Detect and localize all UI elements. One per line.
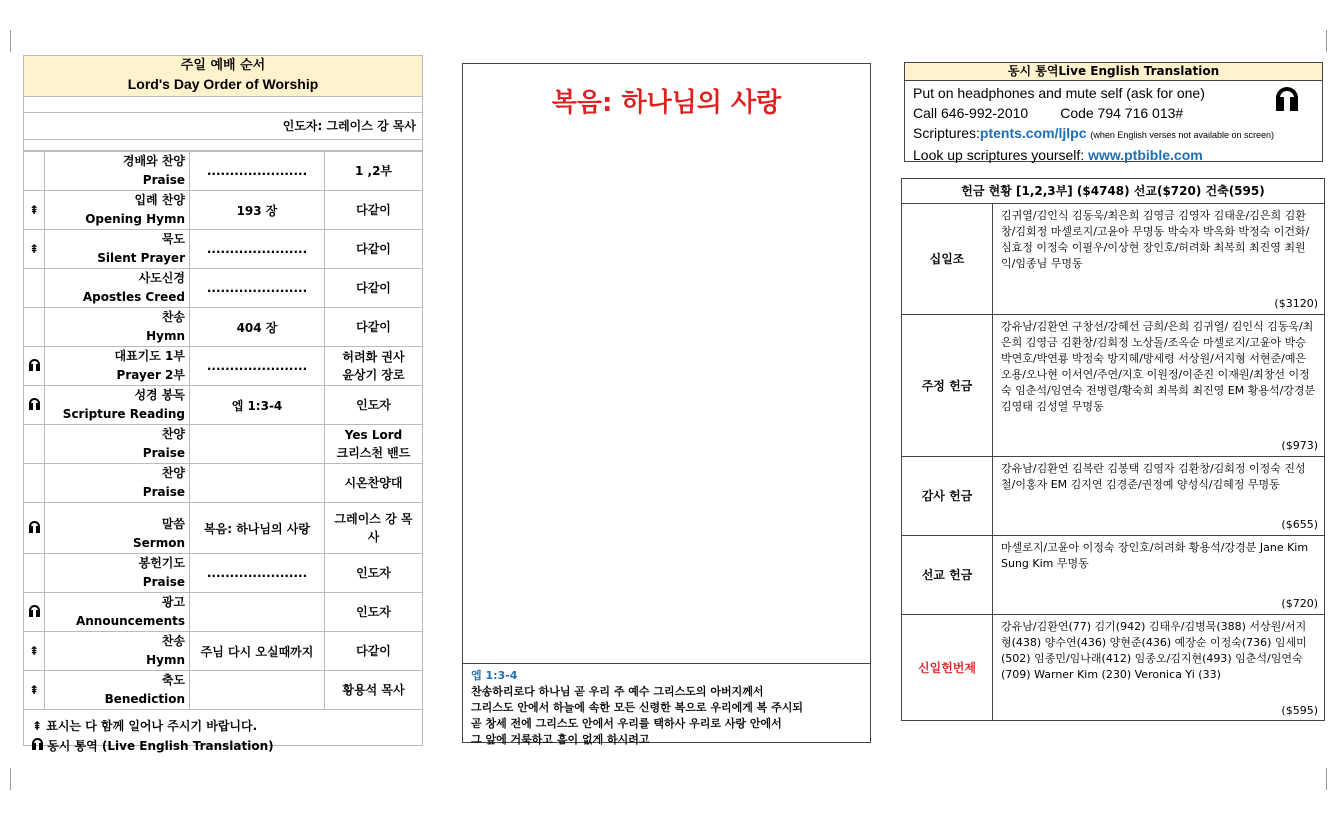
order-row-icon-cell <box>24 593 45 632</box>
order-item-leader <box>325 464 423 503</box>
offering-row <box>902 614 1324 721</box>
translation-code: Code 794 716 013# <box>1060 105 1184 121</box>
order-item-leader <box>325 671 423 710</box>
order-item-leader <box>325 554 423 593</box>
translation-body <box>905 81 1322 167</box>
order-row-icon-cell <box>24 269 45 308</box>
leader-line-1: 다같이 <box>356 242 391 256</box>
translation-header: 동시 통역Live English Translation <box>905 63 1322 81</box>
scriptures-line: Scriptures:ptents.com/ljlpc (when English verses not available on screen) <box>913 125 1274 141</box>
order-item-name <box>45 632 190 671</box>
leader-line-1: 1 ,2부 <box>354 164 393 178</box>
offering-amount: ($973) <box>1281 438 1318 452</box>
donor-names: 김귀열/김인식 김동욱/최은희 김영금 김영자 김태운/김은희 김환창/김회정 마셀로지/고윤아 무명동 박숙자 박옥화 박정숙 이건화/심효정 이정숙 이필우/이상현 장인호/허려화 최복희 최진영 최원익/임종님 무명동 <box>1001 209 1310 270</box>
offering-amount: ($595) <box>1281 704 1318 717</box>
stand-icon: ⇞ <box>28 242 40 256</box>
order-row <box>24 347 422 386</box>
leader-line-1: Yes Lord <box>344 428 403 442</box>
order-item-leader <box>325 632 423 671</box>
order-title-en: Lord's Day Order of Worship <box>127 76 319 92</box>
order-row <box>24 152 422 191</box>
order-item-detail: ...................... <box>190 269 325 308</box>
item-name-en: Prayer 2부 <box>116 368 185 382</box>
order-row <box>24 269 422 308</box>
order-row <box>24 464 422 503</box>
item-name-ko: 성경 봉독 <box>134 388 185 402</box>
order-row-icon-cell <box>24 230 45 269</box>
order-row <box>24 308 422 347</box>
item-name-en: Silent Prayer <box>97 251 185 265</box>
item-name-ko: 대표기도 1부 <box>114 349 185 363</box>
order-item-detail <box>190 464 325 503</box>
order-row <box>24 503 422 554</box>
order-item-detail: 엡 1:3-4 <box>190 386 325 425</box>
offering-category: 감사 헌금 <box>902 456 993 535</box>
item-name-en: Announcements <box>75 614 185 628</box>
order-item-leader <box>325 191 423 230</box>
leader-line-1: 다같이 <box>356 203 391 217</box>
offering-category: 선교 헌금 <box>902 535 993 614</box>
translation-panel <box>904 62 1323 162</box>
headphones-icon <box>1276 87 1298 111</box>
leader-line-1: 시온찬양대 <box>344 476 403 490</box>
item-name-ko: 사도신경 <box>138 271 185 285</box>
order-notes <box>24 710 422 762</box>
donor-names: 강유남/김환연 김복란 김봉택 김영자 김환창/김회정 이정숙 진성철/이홍자 EM 김지연 김경준/권정예 양성식/김혜정 무명동 <box>1001 461 1306 491</box>
order-row <box>24 593 422 632</box>
offering-category: 신일헌번제 <box>902 614 993 721</box>
donor-names: 마셀로지/고윤아 이정숙 장인호/허려화 황용석/강경분 Jane Kim Sung Kim 무명동 <box>1001 540 1309 570</box>
crop-mark <box>10 768 11 790</box>
order-item-name <box>45 554 190 593</box>
offering-panel <box>901 178 1325 721</box>
order-item-name <box>45 671 190 710</box>
offering-row <box>902 204 1324 314</box>
order-row <box>24 632 422 671</box>
item-name-ko: 찬양 <box>161 427 185 441</box>
leader-line-1: 인도자 <box>356 566 391 580</box>
offering-category: 주정 헌금 <box>902 314 993 456</box>
order-item-detail <box>190 425 325 464</box>
order-table <box>24 151 422 710</box>
translation-instructions: Put on headphones and mute self (ask for one) <box>913 85 1205 101</box>
order-title-ko: 주일 예배 순서 <box>180 58 266 73</box>
order-item-detail: ...................... <box>190 230 325 269</box>
item-name-ko: 찬양 <box>161 466 185 480</box>
order-item-detail: ...................... <box>190 152 325 191</box>
item-name-ko: 묵도 <box>161 232 185 246</box>
spacer-row <box>24 97 422 113</box>
leader-line-1: 인도자 <box>356 398 391 412</box>
item-name-ko: 말씀 <box>161 517 185 531</box>
order-row-icon-cell <box>24 425 45 464</box>
order-row-icon-cell <box>24 386 45 425</box>
item-name-ko: 축도 <box>161 673 185 687</box>
item-name-en: Praise <box>142 575 185 589</box>
order-item-leader <box>325 425 423 464</box>
stand-icon: ⇞ <box>28 203 40 217</box>
item-name-ko: 찬송 <box>161 634 185 648</box>
crop-mark <box>1326 30 1327 52</box>
leader-line-1: 다같이 <box>356 644 391 658</box>
order-item-name <box>45 152 190 191</box>
order-item-leader <box>325 593 423 632</box>
leader-line-1: 다같이 <box>356 320 391 334</box>
order-item-name <box>45 308 190 347</box>
order-row-icon-cell <box>24 554 45 593</box>
offering-row <box>902 456 1324 535</box>
donor-names: 강유남/김환연 구창선/강혜선 금희/은희 김귀열/ 김인식 김동욱/최은희 김영금 김환창/김회정 노상돌/조옥순 마셀로지/고윤아 박승 박연호/박연룡 박정숙 방지혜/방세령 서상원/서지형 서현준/예은 오용/오나현 이서연/주연/지호 이원정/이준진 이재원/최창선 이정숙 임춘석/임연숙 전병렬/황숙희 최복희 최진영 EM 황용석/강경분 김영태 김성열 무명동 <box>1001 319 1316 413</box>
order-item-detail: ...................... <box>190 554 325 593</box>
offering-names-cell <box>993 535 1325 614</box>
order-item-leader <box>325 269 423 308</box>
ptbible-link[interactable]: www.ptbible.com <box>1088 147 1203 163</box>
headphones-icon <box>29 521 40 533</box>
leader-line-1: 그레이스 강 목사 <box>334 512 413 544</box>
order-item-detail: 193 장 <box>190 191 325 230</box>
spacer-row <box>24 140 422 151</box>
item-name-en: Praise <box>142 485 185 499</box>
order-row <box>24 425 422 464</box>
offering-header: 헌금 현황 [1,2,3부] ($4748) 선교($720) 건축(595) <box>902 179 1324 204</box>
offering-amount: ($655) <box>1281 517 1318 531</box>
item-name-en: Praise <box>142 446 185 460</box>
offering-names-cell <box>993 614 1325 721</box>
leader-line-2: 윤상기 장로 <box>342 368 405 382</box>
order-row <box>24 191 422 230</box>
item-name-en: Sermon <box>133 536 185 550</box>
headphones-icon <box>32 738 43 750</box>
headphones-icon <box>29 605 40 617</box>
scripture-box <box>463 663 870 746</box>
item-name-en: Benediction <box>104 692 185 706</box>
order-row-icon-cell <box>24 632 45 671</box>
item-name-en: Opening Hymn <box>85 212 185 226</box>
headphones-icon <box>29 398 40 410</box>
order-item-name <box>45 191 190 230</box>
item-name-en: Apostles Creed <box>82 290 185 304</box>
order-item-name <box>45 386 190 425</box>
donor-names: 강유남/김환연(77) 김기(942) 김태우/김병묵(388) 서상원/서지형(438) 양수연(436) 양현준(436) 예장순 이정숙(736) 임세미(502) 임종민/임나래(412) 임종오/김지현(493) 임춘석/임연숙(709) Warner Kim (230) Veronica Yi (33) <box>1001 619 1307 681</box>
order-item-leader <box>325 386 423 425</box>
order-item-leader <box>325 152 423 191</box>
order-item-name <box>45 464 190 503</box>
item-name-ko: 광고 <box>161 595 185 609</box>
note-headphones: 동시 통역 (Live English Translation) <box>32 736 414 756</box>
item-name-en: Praise <box>142 173 185 187</box>
order-of-worship-panel <box>23 55 423 753</box>
order-item-name <box>45 347 190 386</box>
order-item-name <box>45 230 190 269</box>
item-name-ko: 찬송 <box>161 310 185 324</box>
offering-amount: ($3120) <box>1274 296 1318 310</box>
headphones-icon <box>29 359 40 371</box>
leader-line-1: 황용석 목사 <box>342 683 405 697</box>
leader-line-1: 인도자 <box>356 605 391 619</box>
verse-line: 곧 창세 전에 그리스도 안에서 우리를 택하사 우리로 사랑 안에서 <box>471 717 782 730</box>
leader-line: 인도자: 그레이스 강 목사 <box>24 113 422 140</box>
offering-row <box>902 314 1324 456</box>
order-item-name <box>45 269 190 308</box>
order-row-icon-cell <box>24 191 45 230</box>
order-item-detail: ...................... <box>190 347 325 386</box>
order-row <box>24 386 422 425</box>
order-row-icon-cell <box>24 152 45 191</box>
order-item-detail: 주님 다시 오실때까지 <box>190 632 325 671</box>
offering-names-cell <box>993 314 1325 456</box>
order-item-leader <box>325 347 423 386</box>
stand-icon: ⇞ <box>32 719 43 733</box>
order-row-icon-cell <box>24 308 45 347</box>
order-row <box>24 671 422 710</box>
order-item-leader <box>325 230 423 269</box>
order-row-icon-cell <box>24 464 45 503</box>
order-item-name <box>45 425 190 464</box>
note-stand: ⇞ 표시는 다 함께 일어나 주시기 바랍니다. <box>32 719 258 733</box>
item-name-en: Scripture Reading <box>62 407 185 421</box>
offering-category: 십일조 <box>902 204 993 314</box>
verse-line: 찬송하리로다 하나님 곧 우리 주 예수 그리스도의 아버지께서 <box>471 685 764 698</box>
order-row <box>24 554 422 593</box>
order-row-icon-cell <box>24 347 45 386</box>
verse-reference: 엡 1:3-4 <box>471 669 518 682</box>
order-item-name <box>45 503 190 554</box>
order-row-icon-cell <box>24 671 45 710</box>
item-name-en: Hymn <box>146 653 185 667</box>
crop-mark <box>1326 768 1327 790</box>
offering-row <box>902 535 1324 614</box>
verse-line: 그리스도 안에서 하늘에 속한 모든 신령한 복으로 우리에게 복 주시되 <box>471 701 803 714</box>
offering-names-cell <box>993 204 1325 314</box>
order-item-detail <box>190 593 325 632</box>
verse-line: 그 앞에 거룩하고 흠이 없게 하시려고 <box>471 733 650 746</box>
sermon-panel <box>462 63 871 746</box>
order-row-icon-cell <box>24 503 45 554</box>
lookup-line: Look up scriptures yourself: www.ptbible.com <box>913 147 1203 163</box>
item-name-ko: 경배와 찬양 <box>122 154 185 168</box>
stand-icon: ⇞ <box>28 644 40 658</box>
leader-line-2: 크리스천 밴드 <box>336 446 411 460</box>
order-header <box>24 56 422 97</box>
sermon-title: 복음: 하나님의 사랑 <box>551 88 782 118</box>
order-item-detail: 복음: 하나님의 사랑 <box>190 503 325 554</box>
leader-line-1: 허려화 권사 <box>342 350 405 364</box>
order-row <box>24 230 422 269</box>
scriptures-link[interactable]: ptents.com/ljlpc <box>979 125 1087 141</box>
offering-names-cell <box>993 456 1325 535</box>
leader-line-1: 다같이 <box>356 281 391 295</box>
order-item-detail <box>190 671 325 710</box>
offering-table <box>902 204 1324 721</box>
stand-icon: ⇞ <box>28 683 40 697</box>
item-name-en: Hymn <box>146 329 185 343</box>
order-item-leader <box>325 503 423 554</box>
crop-mark <box>10 30 11 52</box>
offering-amount: ($720) <box>1281 596 1318 610</box>
item-name-ko: 입례 찬양 <box>134 193 185 207</box>
order-item-leader <box>325 308 423 347</box>
order-item-name <box>45 593 190 632</box>
order-item-detail: 404 장 <box>190 308 325 347</box>
translation-call: Call 646-992-2010 Code 794 716 013# <box>913 105 1184 121</box>
item-name-ko: 봉헌기도 <box>138 556 185 570</box>
